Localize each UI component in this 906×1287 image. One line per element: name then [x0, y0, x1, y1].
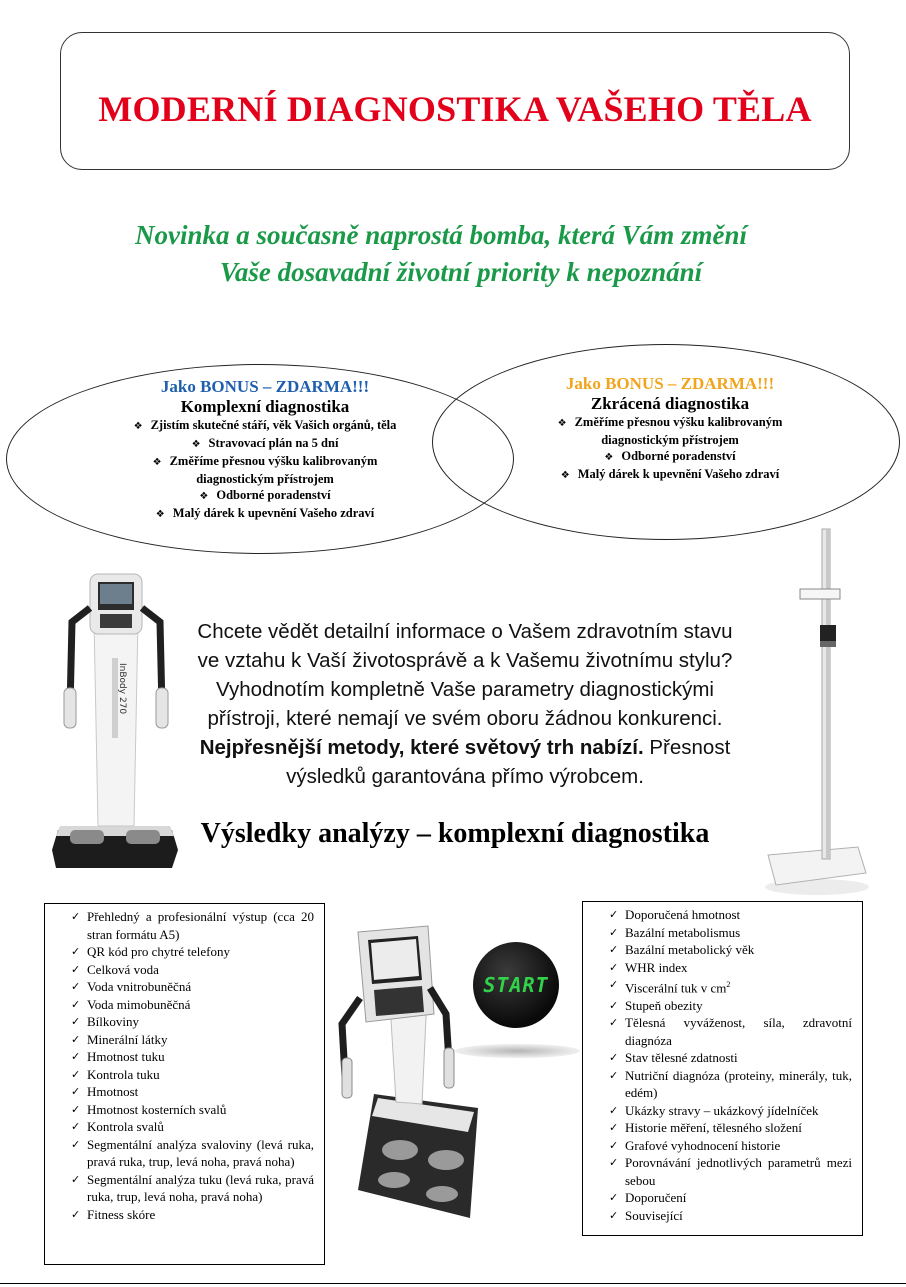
list-item: ❖ Zjistím skutečné stáří, věk Vašich orgánů, těla — [133, 418, 397, 432]
list-item: ✓ Hmotnost kosterních svalů — [71, 1101, 227, 1117]
check-icon: ✓ — [71, 962, 81, 976]
diamond-bullet-icon: ❖ — [191, 439, 201, 450]
check-icon: ✓ — [609, 998, 619, 1012]
check-icon: ✓ — [71, 1050, 81, 1063]
list-item: ✓ QR kód pro chytré telefony — [71, 944, 230, 959]
check-icon: ✓ — [609, 1138, 619, 1152]
list-item: ✓ WHR index — [609, 959, 688, 975]
start-button-shadow — [455, 1044, 580, 1058]
diamond-bullet-icon: ❖ — [133, 421, 143, 432]
bonus-right-label: Jako BONUS – ZDARMA!!! — [565, 374, 775, 393]
check-icon: ✓ — [609, 1208, 619, 1222]
check-icon: ✓ — [71, 1015, 81, 1028]
start-button-image — [473, 942, 559, 1028]
check-icon: ✓ — [609, 1068, 619, 1082]
list-item: ✓ Voda vnitrobuněčná — [71, 979, 192, 994]
check-icon: ✓ — [609, 908, 619, 921]
inbody-device-image — [338, 918, 486, 1230]
check-icon: ✓ — [609, 925, 619, 939]
list-item: ✓ Stav tělesné zdatnosti — [609, 1050, 738, 1066]
check-icon: ✓ — [71, 1102, 81, 1116]
check-icon: ✓ — [609, 1191, 619, 1205]
diamond-bullet-icon: ❖ — [152, 457, 162, 468]
list-item: ✓ Kontrola svalů — [71, 1119, 164, 1134]
list-item: ✓ Fitness skóre — [71, 1206, 156, 1222]
check-icon: ✓ — [71, 1137, 81, 1151]
page-title: MODERNÍ DIAGNOSTIKA VAŠEHO TĚLA — [98, 89, 812, 129]
check-icon: ✓ — [609, 960, 619, 974]
start-label: START — [483, 973, 549, 997]
bonus-left-list — [90, 417, 440, 523]
bonus-left-heading: Komplexní diagnostika — [180, 397, 350, 416]
list-item: ✓ Související — [609, 1207, 683, 1223]
list-item: ✓ Segmentální analýza svaloviny (levá ruka, pravá ruka, trup, levá noha, pravá noha) — [71, 1136, 314, 1169]
check-icon: ✓ — [71, 910, 81, 923]
check-icon: ✓ — [609, 943, 619, 956]
list-item: ✓ Viscerální tuk v $cm^2$ — [609, 978, 731, 996]
list-item: ❖ Malý dárek k upevnění Vašeho zdraví — [560, 467, 780, 481]
list-item: ✓ Historie měření, tělesného složení — [609, 1120, 802, 1136]
list-item: ✓ Hmotnost — [71, 1084, 139, 1099]
check-icon: ✓ — [609, 1103, 619, 1117]
check-icon: ✓ — [71, 1067, 81, 1081]
diamond-bullet-icon: ❖ — [155, 509, 165, 520]
list-item: ✓ Porovnávání jednotlivých parametrů mezi sebou — [609, 1155, 852, 1188]
list-item: ✓ Bazální metabolický věk — [609, 942, 755, 957]
check-icon: ✓ — [71, 945, 81, 958]
subtitle-line-2: Vaše dosavadní životní priority k nepoznání — [219, 257, 703, 287]
list-item: ✓ Segmentální analýza tuku (levá ruka, pravá ruka, trup, levá noha, pravá noha) — [71, 1171, 314, 1204]
check-icon: ✓ — [71, 1120, 81, 1133]
bonus-right-content — [500, 374, 840, 484]
list-item: ❖ Změříme přesnou výšku kalibrovaným diagnostickým přístrojem — [557, 415, 783, 447]
list-item: ✓ Tělesná vyváženost, síla, zdravotní diagnóza — [609, 1015, 852, 1048]
check-icon: ✓ — [609, 1016, 619, 1030]
check-icon: ✓ — [609, 1156, 619, 1170]
check-icon: ✓ — [609, 1121, 619, 1135]
diamond-bullet-icon: ❖ — [560, 470, 570, 481]
info-paragraph: Chcete vědět detailní informace o Vašem zdravotním stavu ve vztahu k Vaší životosprávě a k Vašemu životnímu stylu? Vyhodnotím kompletně Vaše parametry diagnostickými přístroji, které nemají ve svém oboru žádnou konkurenci. Nejpřesnější metody, které světový trh nabízí. Přesnost výsledků garantována přímo výrobcem. — [197, 620, 733, 788]
highlight-text: Nejpřesnější metody, které světový trh nabízí. — [199, 736, 644, 759]
bonus-right-list — [500, 414, 840, 484]
check-icon: ✓ — [609, 978, 619, 991]
list-item: ✓ Stupeň obezity — [609, 997, 703, 1013]
check-icon: ✓ — [71, 1032, 81, 1046]
superscript: 2 — [726, 980, 731, 989]
check-icon: ✓ — [71, 997, 81, 1011]
bonus-left-label: Jako BONUS – ZDARMA!!! — [160, 377, 370, 396]
list-item: ✓ Minerální látky — [71, 1031, 168, 1047]
bonus-right-heading: Zkrácená diagnostika — [590, 394, 750, 413]
list-item: ❖ Změříme přesnou výšku kalibrovaným diagnostickým přístrojem — [152, 454, 378, 486]
device-brand-label: InBody 270 — [117, 663, 127, 715]
diamond-bullet-icon: ❖ — [604, 452, 614, 463]
check-icon: ✓ — [71, 1085, 81, 1098]
check-icon: ✓ — [609, 1051, 619, 1065]
list-item: ✓ Ukázky stravy – ukázkový jídelníček — [609, 1102, 819, 1118]
results-list-left — [44, 903, 325, 1265]
list-item: ✓ Hmotnost tuku — [71, 1049, 165, 1064]
list-item: ✓ Doporučená hmotnost — [609, 907, 741, 922]
list-item: ✓ Grafové vyhodnocení historie — [609, 1137, 781, 1153]
list-item: ✓ Nutriční diagnóza (proteiny, minerály, tuk, edém) — [609, 1067, 852, 1101]
list-item: ✓ Kontrola tuku — [71, 1066, 160, 1082]
diamond-bullet-icon: ❖ — [557, 418, 567, 429]
list-item: ✓ Doporučení — [609, 1190, 687, 1206]
list-item: ✓ Přehledný a profesionální výstup (cca 20 stran formátu A5) — [71, 909, 314, 942]
results-list-right — [582, 901, 863, 1236]
check-icon: ✓ — [71, 980, 81, 993]
list-item: ❖ Stravovací plán na 5 dní — [191, 436, 339, 450]
list-item: ✓ Bílkoviny — [71, 1014, 140, 1029]
list-item: ✓ Bazální metabolismus — [609, 924, 741, 940]
bonus-left-content — [90, 377, 440, 523]
list-item: ❖ Malý dárek k upevnění Vašeho zdraví — [155, 506, 375, 520]
results-heading: Výsledky analýzy – komplexní diagnostika — [200, 818, 710, 849]
list-item: ❖ Odborné poradenství — [199, 488, 331, 502]
diamond-bullet-icon: ❖ — [199, 491, 209, 502]
check-icon: ✓ — [71, 1172, 81, 1186]
list-item: ❖ Odborné poradenství — [604, 449, 736, 463]
check-icon: ✓ — [71, 1207, 81, 1221]
bottom-divider — [0, 1283, 906, 1284]
list-item: ✓ Celková voda — [71, 961, 159, 977]
subtitle-line-1: Novinka a současně naprostá bomba, která Vám změní — [134, 220, 748, 250]
list-item: ✓ Voda mimobuněčná — [71, 996, 191, 1012]
